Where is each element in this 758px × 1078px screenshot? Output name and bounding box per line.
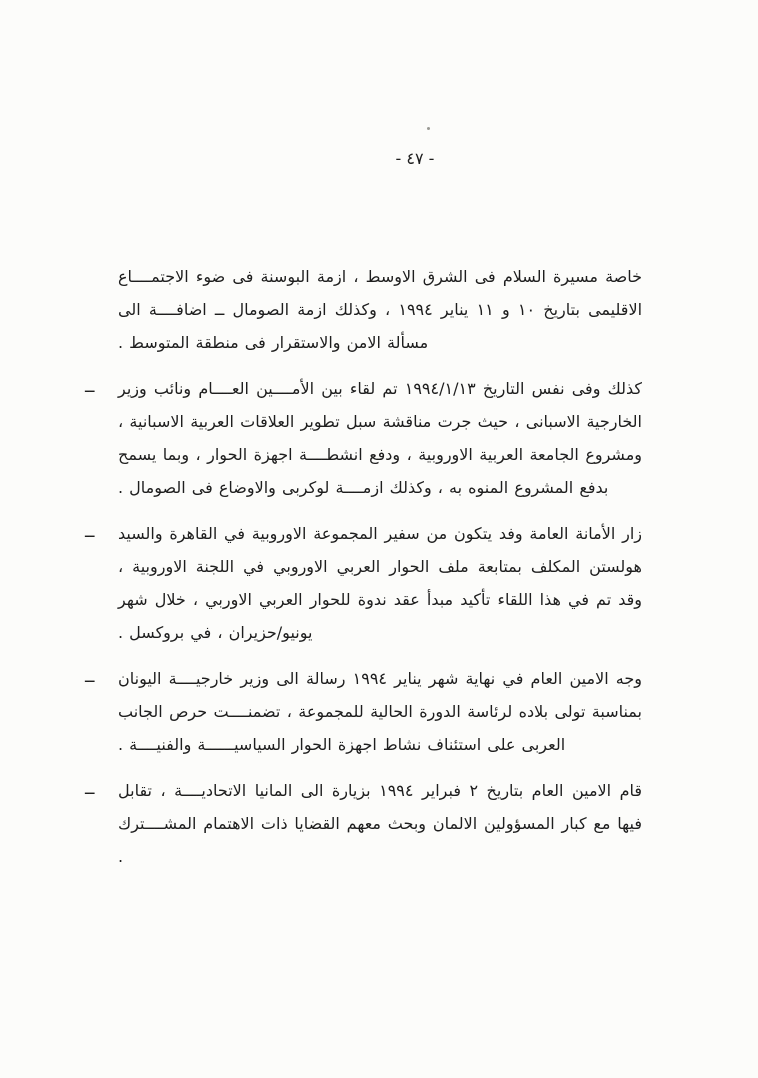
paragraph [85,774,643,873]
paragraph-text: كذلك وفى نفس التاريخ ١٩٩٤/١/١٣ تم لقاء بين الأمــــين العــــام ونائب وزير الخارجية الاسبانى ، حيث جرت مناقشة سبل تطوير العلاقات العربية الاسبانية ، ومشروع الجامعة العربية الاوروبية ، ودفع انشطــــة اجهزة الحوار ، وبما يسمح بدفع المشروع المنوه به ، وكذلك ازمــــة لوكربى والاوضاع فى الصومال . [118,379,642,497]
paragraph-text: وجه الامين العام في نهاية شهر يناير ١٩٩٤ رسالة الى وزير خارجيــــة اليونان بمناسبة تولى بلاده لرئاسة الدورة الحالية للمجموعة ، تضمنــــت حرص الجانب العربى على استئناف نشاط اجهزة الحوار السياسيــــــة والفنيــــة . [118,669,643,754]
bullet-dash: ــ [85,522,95,541]
paragraph [118,260,642,359]
bullet-dash: ــ [85,377,95,396]
bullet-dash: ــ [85,667,95,686]
scan-artifact-dot [427,127,430,130]
document-body [85,260,643,886]
paragraph-text: قام الامين العام بتاريخ ٢ فبراير ١٩٩٤ بزيارة الى المانيا الاتحاديــــة ، تقابل فيها مع كبار المسؤولين الالمان وبحث معهم القضايا ذات الاهتمام المشــــترك . [118,781,643,866]
paragraph-text: خاصة مسيرة السلام فى الشرق الاوسط ، ازمة البوسنة فى ضوء الاجتمــــاع الاقليمى بتاريخ ١٠ و ١١ يناير ١٩٩٤ ، وكذلك ازمة الصومال ــ اضافــــة الى مسألة الامن والاستقرار فى منطقة المتوسط . [118,267,643,352]
paragraph [85,372,642,504]
paragraph-text: زار الأمانة العامة وفد يتكون من سفير المجموعة الاوروبية في القاهرة والسيد هولستن المكلف بمتابعة ملف الحوار العربي الاوروبي في اللجنة الاوروبية ، وقد تم في هذا اللقاء تأكيد مبدأ عقد ندوة للحوار العربي الاوربي ، خلال شهر يونيو/حزيران ، في بروكسل . [118,524,642,642]
page-number: - ٤٧ - [395,149,435,168]
paragraph [85,662,643,761]
bullet-dash: ــ [85,779,95,798]
paragraph [85,517,642,649]
